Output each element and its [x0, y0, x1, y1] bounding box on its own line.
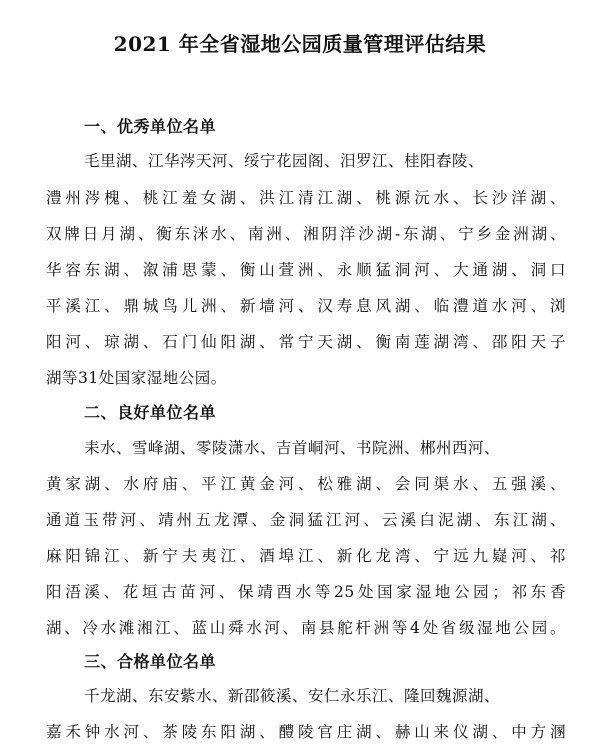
paragraph-line: 嘉禾钟水河、茶陵东阳湖、醴陵官庄湖、赫山来仪湖、中方溷 [46, 723, 566, 741]
paragraph-line: 澧州涔槐、桃江羞女湖、洪江清江湖、桃源沅水、长沙洋湖、 [46, 189, 566, 207]
paragraph-line: 阳浯溪、花垣古苗河、保靖酉水等25处国家湿地公园；祁东香 [46, 583, 566, 601]
section-heading-excellent: 一、优秀单位名单 [84, 117, 217, 136]
document-title: 2021 年全省湿地公园质量管理评估结果 [113, 32, 487, 56]
paragraph-line: 通道玉带河、靖州五龙潭、金洞猛江河、云溪白泥湖、东江湖、 [46, 511, 566, 529]
paragraph-line: 毛里湖、江华涔天河、绥宁花园阁、汨罗江、桂阳舂陵、 [84, 152, 485, 170]
paragraph-line: 平溪江、鼎城鸟儿洲、新墙河、汉寿息风湖、临澧道水河、浏 [46, 297, 566, 315]
paragraph-line: 千龙湖、东安紫水、新邵筱溪、安仁永乐江、隆回魏源湖、 [84, 687, 501, 705]
paragraph-line: 黄家湖、水府庙、平江黄金河、松雅湖、会同渠水、五强溪、 [46, 475, 566, 493]
paragraph-line: 耒水、雪峰湖、零陵潇水、吉首峒河、书院洲、郴州西河、 [84, 439, 501, 457]
paragraph-line: 双牌日月湖、衡东洣水、南洲、湘阴洋沙湖-东湖、宁乡金洲湖、 [46, 225, 566, 243]
paragraph-line: 湖等31处国家湿地公园。 [46, 369, 227, 387]
section-heading-good: 二、良好单位名单 [84, 403, 217, 422]
paragraph-line: 阳河、琼湖、石门仙阳湖、常宁天湖、衡南莲湖湾、邵阳天子 [46, 333, 566, 351]
section-heading-qualified: 三、合格单位名单 [84, 652, 217, 671]
paragraph-line: 华容东湖、溆浦思蒙、衡山萱洲、永顺猛洞河、大通湖、洞口 [46, 261, 566, 279]
paragraph-line: 湖、冷水滩湘江、蓝山舜水河、南县舵杆洲等4处省级湿地公园。 [46, 619, 566, 637]
paragraph-line: 麻阳锦江、新宁夫夷江、酒埠江、新化龙湾、宁远九嶷河、祁 [46, 547, 566, 565]
